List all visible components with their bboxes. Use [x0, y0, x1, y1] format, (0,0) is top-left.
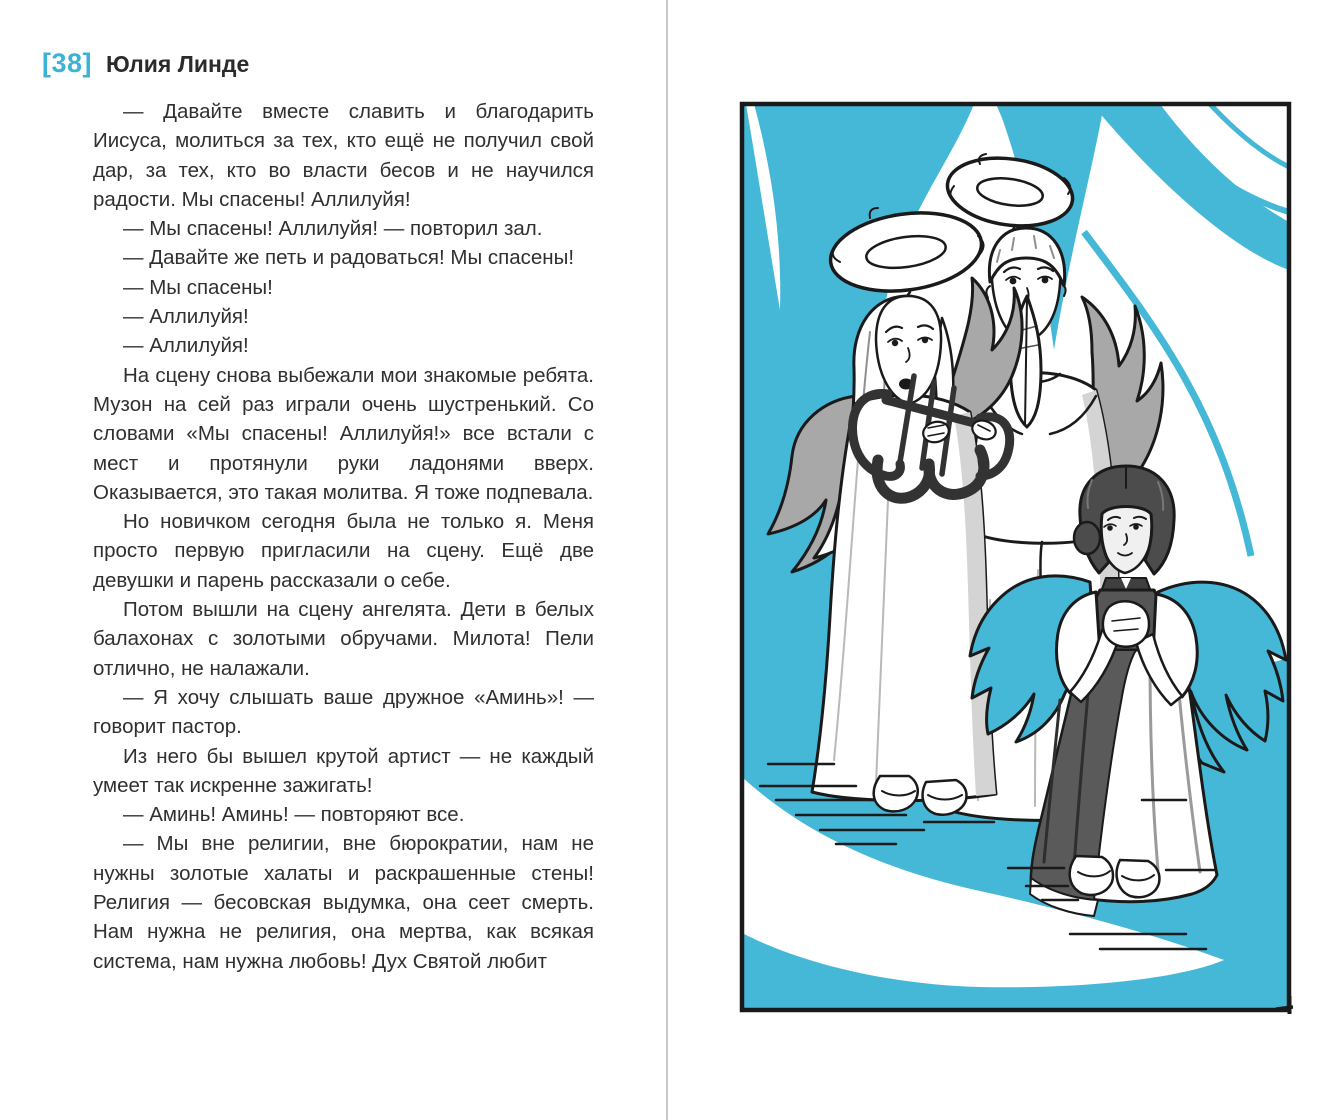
- paragraph: — Мы спасены! Аллилуйя! — повторил зал.: [123, 217, 543, 241]
- paragraph: Но новичком сегодня была не только я. Меня просто первую пригласили на сцену. Ещё две девушки и парень рассказали о себе.: [93, 510, 594, 592]
- page-gutter-divider: [666, 0, 668, 1120]
- paragraph: — Я хочу слышать ваше дружное «Аминь»! — говорит пастор.: [93, 685, 594, 739]
- paragraph: — Мы спасены!: [123, 275, 273, 299]
- book-header: [42, 48, 249, 79]
- author-name: Юлия Линде: [106, 51, 250, 77]
- paragraph: — Аллилуйя!: [123, 305, 249, 329]
- paragraph: — Давайте вместе славить и благодарить Иисуса, молиться за тех, кто ещё не получил свой дар, за тех, кто во власти бесов и не научился радости. Мы спасены! Аллилуйя!: [93, 100, 594, 211]
- illustration-frame: [738, 100, 1293, 1014]
- child-hands: [1103, 601, 1149, 647]
- paragraph: — Давайте же петь и радоваться! Мы спасены!: [123, 246, 575, 270]
- paragraph: — Мы вне религии, вне бюрократии, нам не нужны золотые халаты и раскрашенные стены! Религия — бесовская выдумка, она сеет смерть. Нам нужна не религия, она мертва, как всякая система, нам нужна любовь! Дух Святой любит: [93, 832, 594, 973]
- angels-illustration: [738, 100, 1293, 1014]
- paragraph: На сцену снова выбежали мои знакомые ребята. Музон на сей раз играли очень шустренький. Со словами «Мы спасены! Аллилуйя!» все встали с мест и протянули руки ладонями вверх. Оказывается, это такая молитва. Я тоже подпевала.: [93, 363, 594, 504]
- paragraph: Потом вышли на сцену ангелята. Дети в белых балахонах с золотыми обручами. Милота! Пели отлично, не налажали.: [93, 598, 594, 680]
- paragraph: — Аллилуйя!: [123, 334, 249, 358]
- page-number: [38]: [42, 48, 93, 78]
- paragraph: — Аминь! Аминь! — повторяют все.: [123, 803, 465, 827]
- paragraph: Из него бы вышел крутой артист — не каждый умеет так искренне зажигать!: [93, 744, 594, 797]
- text-column: [93, 97, 594, 976]
